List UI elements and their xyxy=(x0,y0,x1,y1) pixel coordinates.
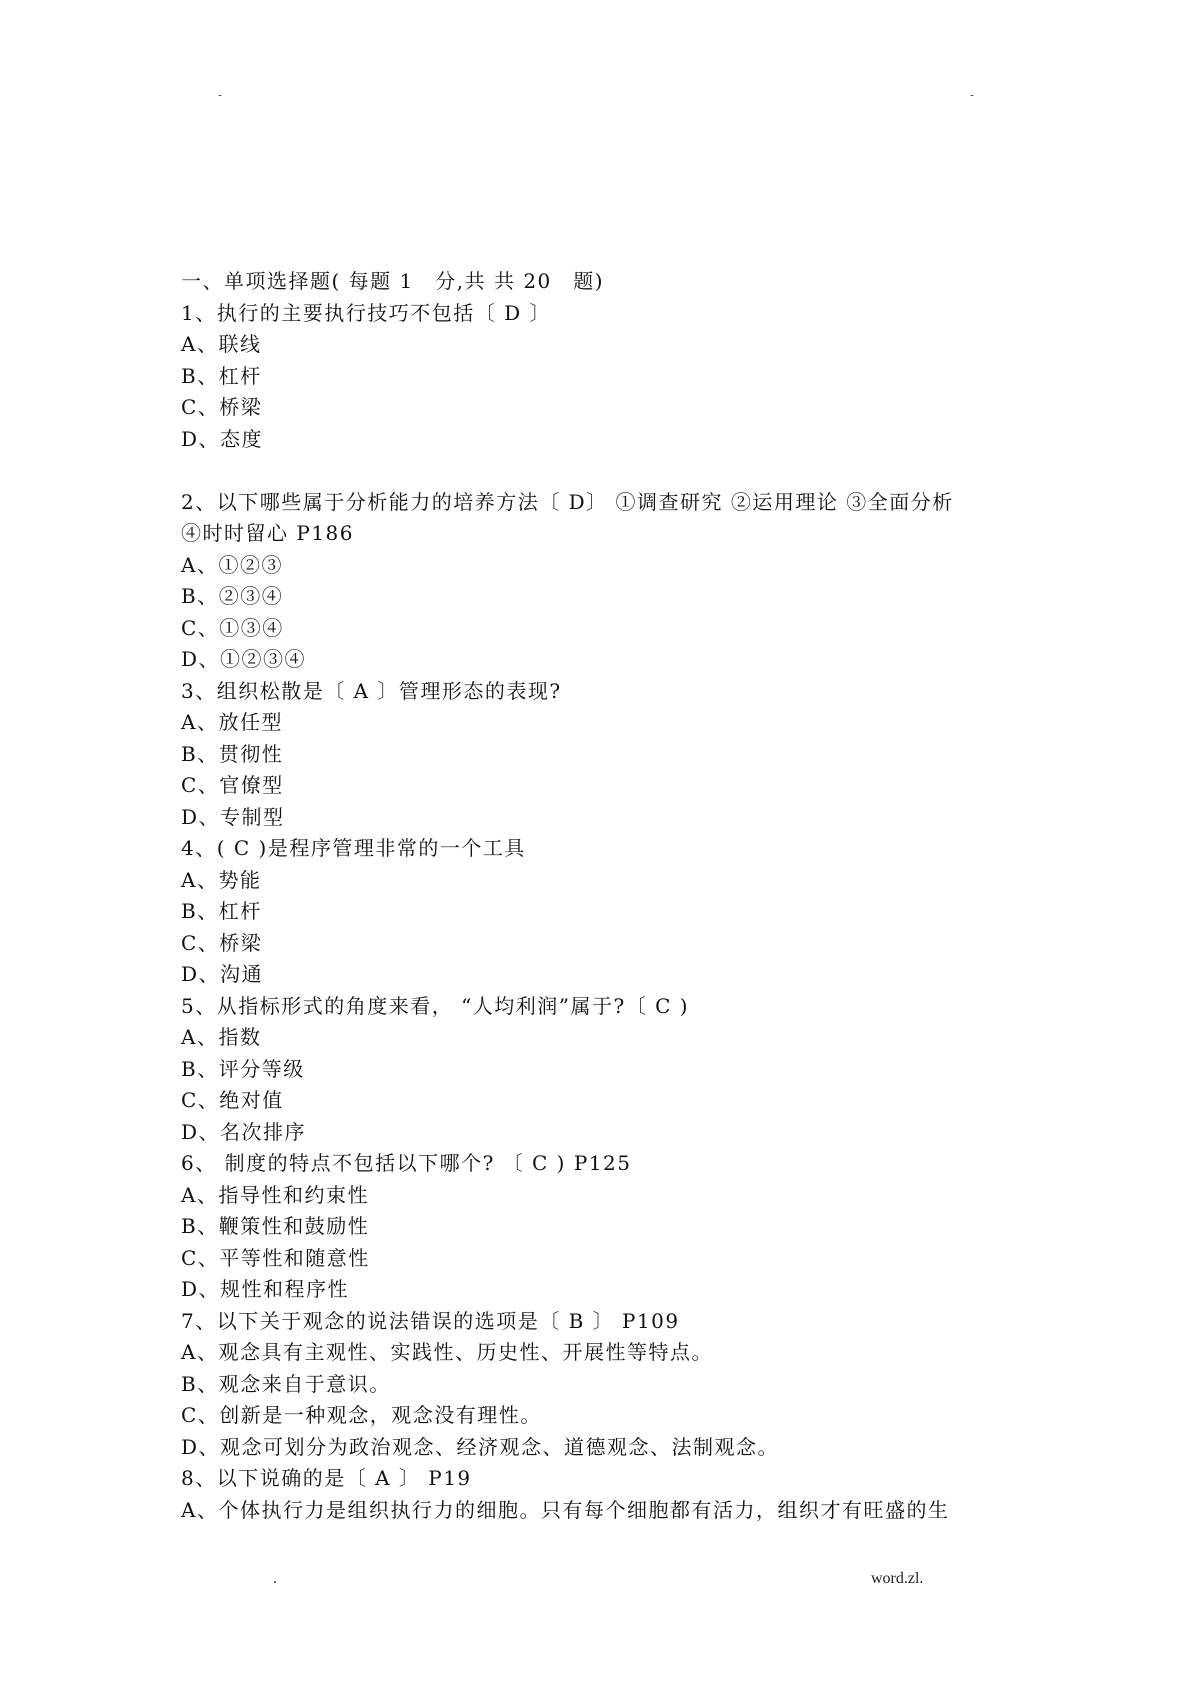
section-title: 一、单项选择题( 每题 1 分,共 共 20 题) xyxy=(181,269,605,293)
option-b: B、杠杆 xyxy=(181,363,262,388)
question-stem: 3、组织松散是〔 A 〕管理形态的表现? xyxy=(181,678,562,703)
header-right-mark: - xyxy=(970,88,975,102)
question-8 xyxy=(181,1463,981,1526)
header-left-mark: - xyxy=(218,88,223,102)
document-body xyxy=(181,266,981,1526)
option-c: C、绝对值 xyxy=(181,1088,284,1112)
question-stem: 5、从指标形式的角度来看， “人均利润”属于?〔 C ) xyxy=(181,993,690,1018)
option-a: A、个体执行力是组织执行力的细胞。只有每个细胞都有活力，组织才有旺盛的生 xyxy=(181,1497,950,1522)
question-6 xyxy=(181,1148,981,1306)
question-5 xyxy=(181,991,981,1149)
option-d: D、规性和程序性 xyxy=(181,1277,350,1301)
question-7 xyxy=(181,1306,981,1464)
option-b: B、评分等级 xyxy=(181,1056,305,1081)
option-a: A、势能 xyxy=(181,867,262,892)
option-c: C、官僚型 xyxy=(181,773,284,797)
question-stem: 2、以下哪些属于分析能力的培养方法〔 D〕 ①调查研究 ②运用理论 ③全面分析 ④时时留心 P186 xyxy=(181,489,954,545)
footer-source: word.zl. xyxy=(871,1570,924,1587)
option-a: A、联线 xyxy=(181,332,262,356)
option-b: B、观念来自于意识。 xyxy=(181,1371,391,1396)
option-b: B、贯彻性 xyxy=(181,741,284,766)
question-1 xyxy=(181,298,981,456)
option-c: C、平等性和随意性 xyxy=(181,1245,370,1270)
option-d: D、沟通 xyxy=(181,962,264,986)
option-a: A、放任型 xyxy=(181,710,283,734)
option-a: A、观念具有主观性、实践性、历史性、开展性等特点。 xyxy=(181,1340,713,1364)
question-stem: 8、以下说确的是〔 A 〕 P19 xyxy=(181,1466,472,1490)
option-d: D、态度 xyxy=(181,426,264,451)
option-d: D、名次排序 xyxy=(181,1119,307,1144)
option-d: D、①②③④ xyxy=(181,647,307,671)
option-a: A、指导性和约束性 xyxy=(181,1182,369,1207)
question-2 xyxy=(181,487,981,676)
footer-left-mark: . xyxy=(273,1570,277,1587)
question-stem: 6、 制度的特点不包括以下哪个? 〔 C ) P125 xyxy=(181,1151,632,1175)
option-a: A、①②③ xyxy=(181,552,283,577)
option-b: B、杠杆 xyxy=(181,899,262,923)
question-stem: 1、执行的主要执行技巧不包括〔 D 〕 xyxy=(181,300,551,325)
option-c: C、桥梁 xyxy=(181,395,263,419)
option-c: C、桥梁 xyxy=(181,930,263,955)
option-d: D、观念可划分为政治观念、经济观念、道德观念、法制观念。 xyxy=(181,1434,780,1459)
question-4 xyxy=(181,833,981,991)
question-3 xyxy=(181,676,981,834)
option-c: C、①③④ xyxy=(181,615,284,640)
option-d: D、专制型 xyxy=(181,804,285,829)
question-stem: 7、以下关于观念的说法错误的选项是〔 B 〕 P109 xyxy=(181,1308,680,1333)
option-a: A、指数 xyxy=(181,1025,262,1049)
option-b: B、鞭策性和鼓励性 xyxy=(181,1214,370,1238)
question-stem: 4、( C )是程序管理非常的一个工具 xyxy=(181,836,526,860)
option-c: C、创新是一种观念，观念没有理性。 xyxy=(181,1403,542,1427)
option-b: B、②③④ xyxy=(181,584,284,608)
blank-line xyxy=(181,455,981,487)
